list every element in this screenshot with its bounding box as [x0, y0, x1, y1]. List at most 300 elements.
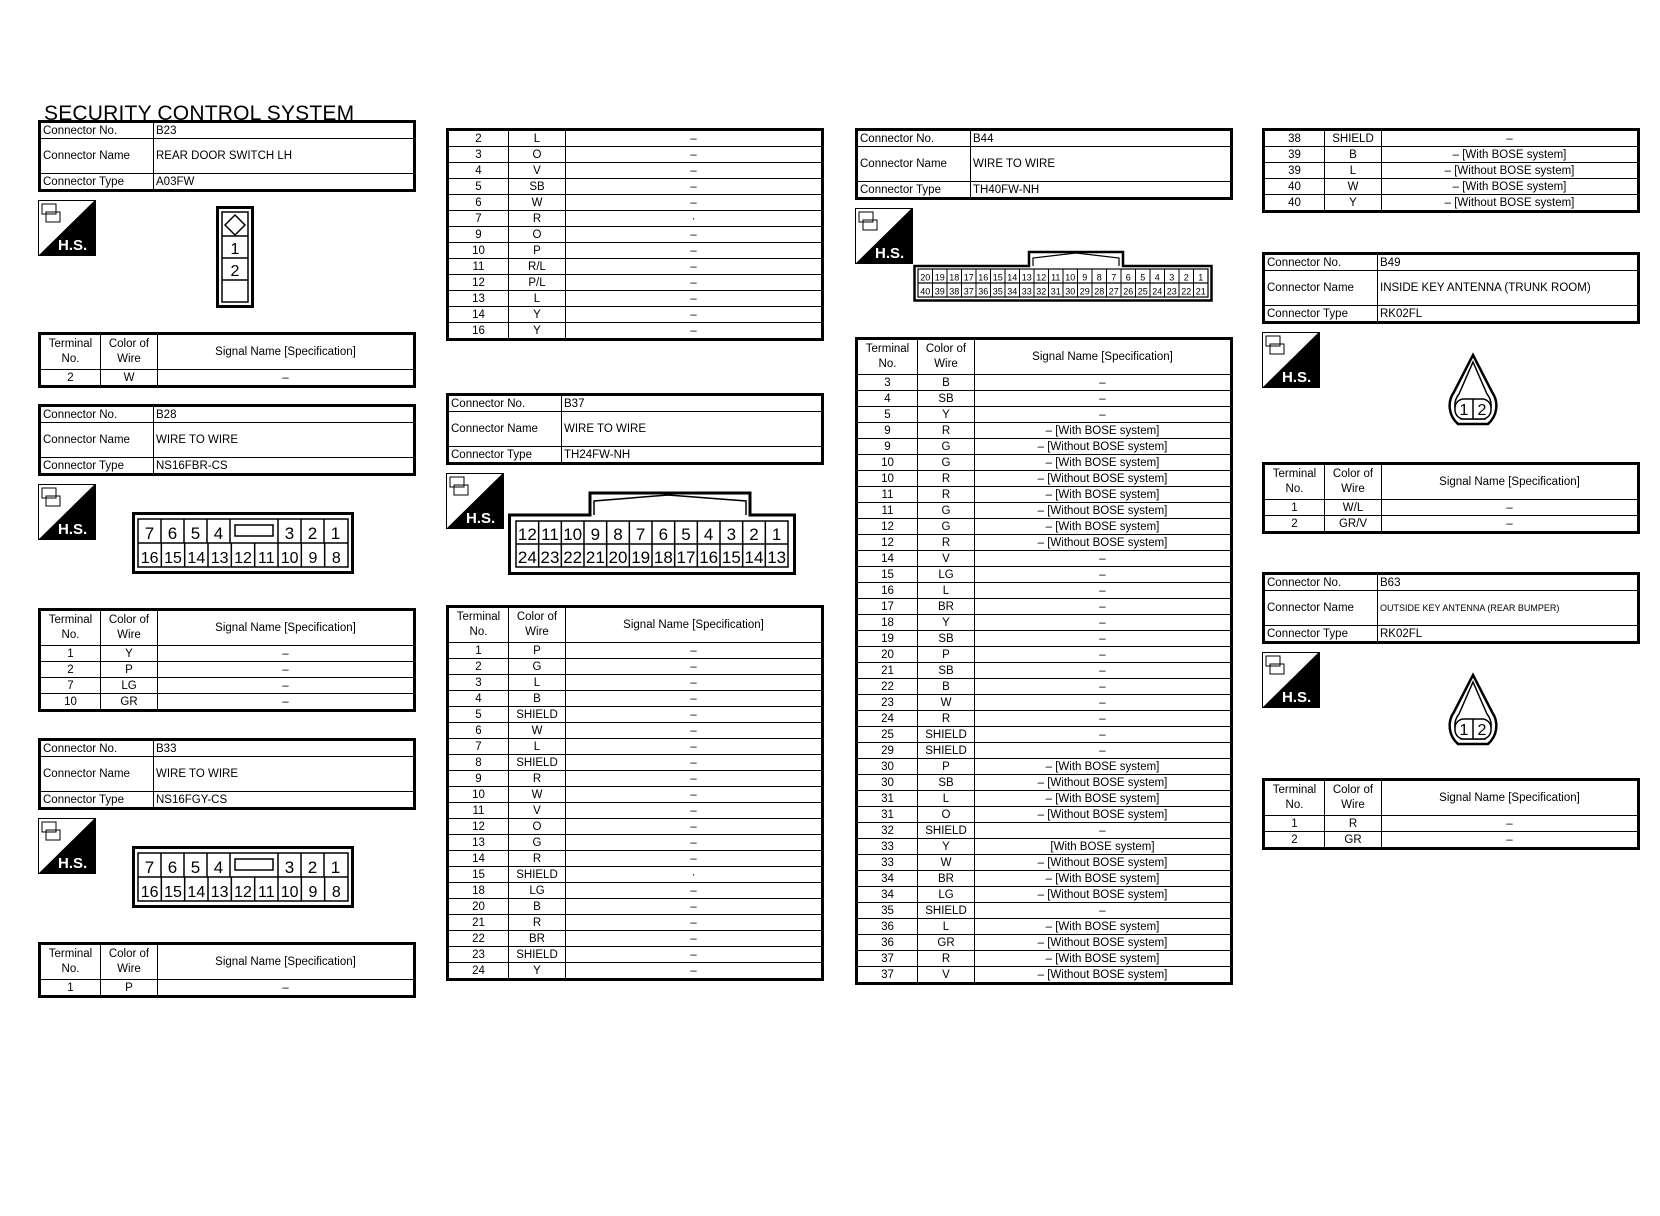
wire-color-cell: GR — [101, 694, 158, 711]
table-row — [448, 147, 823, 163]
signal-name-cell: – — [566, 931, 823, 947]
pin-label: 18 — [949, 272, 960, 283]
table-row — [448, 195, 823, 211]
pin-label: 10 — [563, 525, 583, 544]
table-row — [857, 391, 1232, 407]
signal-name-cell: – [With BOSE system] — [975, 423, 1232, 439]
wire-color-cell: R — [918, 711, 975, 727]
signal-name-cell: – [With BOSE system] — [1382, 147, 1639, 163]
pin-label: 14 — [1007, 272, 1018, 283]
table-row — [857, 535, 1232, 551]
signal-name-cell: – — [566, 291, 823, 307]
connector-face — [216, 206, 254, 308]
pin-label: 21 — [585, 548, 605, 567]
terminal-no-cell: 3 — [448, 675, 509, 691]
table-row — [448, 275, 823, 291]
pin-label: 8 — [331, 884, 341, 901]
pin-label: 15 — [721, 548, 741, 567]
connector-no-label: Connector No. — [1264, 254, 1378, 271]
wire-color-cell: V — [509, 163, 566, 179]
wire-color-cell: SHIELD — [918, 727, 975, 743]
table-row — [448, 851, 823, 867]
signal-name-cell: – [Without BOSE system] — [975, 887, 1232, 903]
table-row — [448, 723, 823, 739]
table-row — [448, 803, 823, 819]
terminal-no-header: Terminal No. — [448, 607, 509, 643]
signal-name-cell: – [Without BOSE system] — [975, 471, 1232, 487]
pin-label: 10 — [1065, 272, 1076, 283]
wire-color-cell: R — [918, 487, 975, 503]
table-row — [448, 915, 823, 931]
terminal-no-cell: 11 — [448, 803, 509, 819]
table-row — [857, 679, 1232, 695]
pin-label: 1 — [230, 241, 240, 258]
harness-side-icon — [38, 818, 96, 874]
table-row — [40, 662, 415, 678]
connector-name-label: Connector Name — [1264, 271, 1378, 306]
wire-color-cell: G — [918, 455, 975, 471]
pin-label: 6 — [1125, 272, 1131, 283]
pin-label: 16 — [978, 272, 989, 283]
pin-label: 8 — [1096, 272, 1102, 283]
wire-color-cell: P — [509, 243, 566, 259]
signal-name-cell: – — [158, 678, 415, 694]
table-row — [857, 647, 1232, 663]
wire-color-cell: O — [509, 819, 566, 835]
wire-color-cell: W — [509, 723, 566, 739]
pin-label: 24 — [1152, 286, 1163, 297]
wire-color-cell: P/L — [509, 275, 566, 291]
connector-info-table — [38, 738, 416, 810]
pin-label: 19 — [631, 548, 651, 567]
table-row — [857, 519, 1232, 535]
pin-label: 16 — [140, 884, 159, 901]
signal-name-cell: – [Without BOSE system] — [975, 775, 1232, 791]
pin-label: 11 — [258, 884, 275, 901]
pin-label: 7 — [635, 525, 646, 544]
terminal-no-cell: 25 — [857, 727, 918, 743]
signal-name-cell: – [With BOSE system] — [1382, 179, 1639, 195]
wire-color-cell: P — [918, 759, 975, 775]
wire-color-cell: SB — [918, 663, 975, 679]
pin-label: 3 — [726, 525, 737, 544]
connector-no-label: Connector No. — [40, 740, 154, 757]
terminal-no-cell: 34 — [857, 887, 918, 903]
wire-color-cell: SHIELD — [918, 743, 975, 759]
wire-color-cell: W — [101, 370, 158, 387]
pin-label: 11 — [258, 550, 275, 567]
terminal-no-cell: 10 — [448, 243, 509, 259]
wire-color-cell: L — [1325, 163, 1382, 179]
signal-name-cell: – — [566, 851, 823, 867]
connector-no-label: Connector No. — [448, 395, 562, 412]
wire-color-cell: SB — [918, 775, 975, 791]
pin-label: 22 — [563, 548, 583, 567]
svg-text:H.S.: H.S. — [1282, 689, 1312, 706]
connector-type-value: NS16FBR-CS — [154, 458, 415, 475]
color-header: Color of Wire — [101, 944, 158, 980]
pin-label: 26 — [1123, 286, 1134, 297]
pin-label: 20 — [608, 548, 628, 567]
wire-color-cell: B — [1325, 147, 1382, 163]
pin-label: 15 — [992, 272, 1003, 283]
wire-color-cell: BR — [509, 931, 566, 947]
signal-name-cell: – — [566, 787, 823, 803]
connector-name-label: Connector Name — [40, 139, 154, 174]
wire-color-cell: SHIELD — [918, 823, 975, 839]
wire-color-cell: G — [918, 519, 975, 535]
pin-label: 5 — [681, 525, 691, 544]
wire-color-cell: R — [509, 851, 566, 867]
table-row — [857, 839, 1232, 855]
pin-label: 7 — [144, 858, 155, 877]
terminal-no-cell: 30 — [857, 775, 918, 791]
pin-label: 4 — [213, 524, 224, 543]
signal-name-cell: – — [158, 980, 415, 997]
terminal-no-cell: 1 — [1264, 500, 1325, 516]
terminal-table — [38, 332, 416, 388]
terminal-no-cell: 14 — [448, 307, 509, 323]
terminal-no-header: Terminal No. — [857, 339, 918, 375]
signal-name-cell: – [With BOSE system] — [975, 759, 1232, 775]
pin-label: 35 — [992, 286, 1003, 297]
wire-color-cell: L — [918, 791, 975, 807]
terminal-no-cell: 29 — [857, 743, 918, 759]
wire-color-cell: V — [918, 967, 975, 984]
connector-type-label: Connector Type — [448, 447, 562, 464]
terminal-no-cell: 32 — [857, 823, 918, 839]
signal-name-cell: – — [566, 227, 823, 243]
pin-label: 4 — [213, 858, 224, 877]
signal-name-cell: – — [975, 679, 1232, 695]
color-header: Color of Wire — [101, 334, 158, 370]
terminal-no-cell: 12 — [448, 819, 509, 835]
connector-no-label: Connector No. — [40, 406, 154, 423]
wire-color-cell: BR — [918, 871, 975, 887]
pin-label: 14 — [187, 550, 206, 567]
wire-color-cell: L — [509, 130, 566, 147]
signal-name-cell: – — [566, 275, 823, 291]
terminal-no-cell: 11 — [448, 259, 509, 275]
signal-name-cell: – — [566, 195, 823, 211]
terminal-table — [446, 128, 824, 341]
connector-type-label: Connector Type — [40, 792, 154, 809]
svg-text:H.S.: H.S. — [1282, 369, 1312, 386]
table-row — [448, 675, 823, 691]
wire-color-cell: W — [918, 695, 975, 711]
signal-name-cell: – [Without BOSE system] — [1382, 195, 1639, 212]
pin-label: 27 — [1108, 286, 1119, 297]
table-row — [857, 503, 1232, 519]
table-row — [857, 935, 1232, 951]
signal-name-cell: – — [975, 615, 1232, 631]
signal-name-cell: – [With BOSE system] — [975, 519, 1232, 535]
terminal-no-cell: 12 — [448, 275, 509, 291]
terminal-no-cell: 20 — [857, 647, 918, 663]
wire-color-cell: B — [509, 691, 566, 707]
wire-color-cell: G — [509, 659, 566, 675]
terminal-no-cell: 15 — [857, 567, 918, 583]
terminal-no-header: Terminal No. — [1264, 780, 1325, 816]
harness-side-icon — [38, 484, 96, 540]
pin-label: 1 — [330, 858, 341, 877]
signal-name-cell: – [With BOSE system] — [975, 951, 1232, 967]
table-row — [857, 439, 1232, 455]
terminal-table — [446, 605, 824, 981]
pin-label: 12 — [517, 525, 537, 544]
terminal-table — [1262, 778, 1640, 850]
pin-label: 24 — [517, 548, 537, 567]
table-row — [448, 659, 823, 675]
signal-name-cell: – [With BOSE system] — [975, 487, 1232, 503]
table-row — [857, 743, 1232, 759]
table-row — [448, 130, 823, 147]
wire-color-cell: Y — [1325, 195, 1382, 212]
pin-label: 2 — [307, 524, 318, 543]
connector-type-label: Connector Type — [40, 174, 154, 191]
pin-label: 37 — [963, 286, 974, 297]
wire-color-cell: G — [918, 439, 975, 455]
signal-name-cell: – — [566, 723, 823, 739]
signal-name-cell: · — [566, 211, 823, 227]
signal-name-cell: – — [566, 739, 823, 755]
terminal-no-cell: 2 — [1264, 516, 1325, 533]
pin-label: 12 — [234, 550, 252, 567]
connector-name-value: OUTSIDE KEY ANTENNA (REAR BUMPER) — [1378, 591, 1639, 626]
terminal-no-cell: 10 — [857, 455, 918, 471]
signal-name-cell: – — [566, 643, 823, 659]
table-row — [40, 646, 415, 662]
table-row — [857, 375, 1232, 391]
terminal-no-cell: 12 — [857, 535, 918, 551]
wire-color-cell: LG — [509, 883, 566, 899]
pin-label: 2 — [1183, 272, 1189, 283]
table-row — [857, 791, 1232, 807]
pin-label: 8 — [613, 525, 623, 544]
connector-name-value: REAR DOOR SWITCH LH — [154, 139, 415, 174]
signal-name-cell: – — [975, 903, 1232, 919]
wire-color-cell: SB — [918, 631, 975, 647]
wire-color-cell: P — [101, 980, 158, 997]
pin-label: 2 — [1477, 722, 1487, 739]
wire-color-cell: W — [1325, 179, 1382, 195]
terminal-no-header: Terminal No. — [40, 334, 101, 370]
table-row — [448, 867, 823, 883]
pin-label: 14 — [744, 548, 764, 567]
wire-color-cell: R — [509, 915, 566, 931]
table-row — [448, 179, 823, 195]
pin-label: 21 — [1195, 286, 1206, 297]
connector-diagram — [1262, 324, 1640, 462]
pin-label: 36 — [978, 286, 989, 297]
terminal-no-cell: 9 — [857, 439, 918, 455]
connector-face — [913, 250, 1213, 302]
table-row — [857, 455, 1232, 471]
svg-text:H.S.: H.S. — [875, 245, 905, 262]
pin-label: 17 — [676, 548, 696, 567]
terminal-no-cell: 5 — [448, 179, 509, 195]
table-row — [1264, 147, 1639, 163]
terminal-no-cell: 22 — [857, 679, 918, 695]
pin-label: 4 — [1154, 272, 1160, 283]
table-row — [448, 739, 823, 755]
terminal-no-header: Terminal No. — [1264, 464, 1325, 500]
pin-label: 15 — [164, 550, 182, 567]
table-row — [857, 583, 1232, 599]
connector-diagram — [1262, 644, 1640, 778]
terminal-no-cell: 16 — [448, 323, 509, 340]
connector-info-table — [1262, 252, 1640, 324]
connector-name-value: WIRE TO WIRE — [154, 423, 415, 458]
wire-color-cell: LG — [101, 678, 158, 694]
terminal-no-cell: 7 — [448, 211, 509, 227]
table-row — [1264, 179, 1639, 195]
pin-label: 20 — [920, 272, 931, 283]
signal-name-cell: – — [566, 147, 823, 163]
connector-diagram — [38, 192, 416, 332]
table-row — [448, 163, 823, 179]
pin-label: 10 — [280, 884, 299, 901]
connector-type-value: NS16FGY-CS — [154, 792, 415, 809]
table-row — [448, 291, 823, 307]
signal-name-cell: – — [975, 391, 1232, 407]
terminal-no-cell: 13 — [448, 291, 509, 307]
connector-name-label: Connector Name — [857, 147, 971, 182]
terminal-table — [1262, 462, 1640, 534]
table-row — [448, 259, 823, 275]
terminal-no-cell: 3 — [448, 147, 509, 163]
table-row — [857, 471, 1232, 487]
signal-name-cell: – — [566, 803, 823, 819]
table-row — [1264, 816, 1639, 832]
wire-color-cell: R — [509, 771, 566, 787]
wire-color-cell: SB — [918, 391, 975, 407]
terminal-no-cell: 36 — [857, 935, 918, 951]
wire-color-cell: SHIELD — [509, 707, 566, 723]
color-header: Color of Wire — [918, 339, 975, 375]
terminal-no-cell: 37 — [857, 967, 918, 984]
terminal-no-cell: 11 — [857, 487, 918, 503]
wire-color-cell: B — [918, 679, 975, 695]
table-row — [448, 963, 823, 980]
pin-label: 6 — [167, 524, 178, 543]
terminal-no-cell: 12 — [857, 519, 918, 535]
pin-label: 7 — [1111, 272, 1117, 283]
connector-name-value: INSIDE KEY ANTENNA (TRUNK ROOM) — [1378, 271, 1639, 306]
signal-name-cell: – — [1382, 816, 1639, 832]
terminal-no-cell: 4 — [448, 691, 509, 707]
wire-color-cell: B — [509, 899, 566, 915]
pin-label: 22 — [1181, 286, 1192, 297]
terminal-no-cell: 18 — [448, 883, 509, 899]
pin-label: 2 — [307, 858, 318, 877]
terminal-no-cell: 15 — [448, 867, 509, 883]
table-row — [857, 871, 1232, 887]
terminal-no-cell: 6 — [448, 723, 509, 739]
connector-face — [132, 512, 354, 574]
table-row — [448, 931, 823, 947]
table-row — [857, 407, 1232, 423]
harness-side-icon — [1262, 652, 1320, 708]
table-row — [40, 370, 415, 387]
signal-name-cell: – — [158, 370, 415, 387]
signal-name-cell: – — [566, 179, 823, 195]
table-row — [448, 819, 823, 835]
connector-face — [132, 846, 354, 908]
wire-color-cell: G — [509, 835, 566, 851]
wire-color-cell: L — [918, 919, 975, 935]
signal-name-cell: – — [975, 407, 1232, 423]
pin-label: 14 — [187, 884, 206, 901]
terminal-no-cell: 23 — [857, 695, 918, 711]
pin-label: 2 — [230, 263, 240, 280]
table-row — [40, 980, 415, 997]
pin-label: 3 — [284, 524, 295, 543]
terminal-no-cell: 20 — [448, 899, 509, 915]
connector-name-value: WIRE TO WIRE — [971, 147, 1232, 182]
harness-side-icon — [38, 200, 96, 256]
terminal-table — [38, 942, 416, 998]
terminal-no-cell: 37 — [857, 951, 918, 967]
terminal-no-cell: 10 — [40, 694, 101, 711]
signal-name-cell: – — [566, 835, 823, 851]
connector-type-value: RK02FL — [1378, 306, 1639, 323]
terminal-no-cell: 2 — [40, 370, 101, 387]
terminal-no-cell: 8 — [448, 755, 509, 771]
table-row — [857, 807, 1232, 823]
signal-name-cell: – — [566, 915, 823, 931]
pin-label: 5 — [190, 858, 201, 877]
signal-name-cell: – [With BOSE system] — [975, 791, 1232, 807]
connector-no-label: Connector No. — [40, 122, 154, 139]
wire-color-cell: O — [509, 147, 566, 163]
terminal-no-cell: 1 — [40, 980, 101, 997]
signal-name-cell: · — [566, 867, 823, 883]
wire-color-cell: SHIELD — [918, 903, 975, 919]
connector-diagram — [38, 476, 416, 608]
terminal-no-cell: 39 — [1264, 147, 1325, 163]
connector-b44-continued — [1262, 128, 1640, 213]
connector-b23 — [38, 120, 416, 388]
wire-color-cell: L — [509, 675, 566, 691]
connector-diagram — [855, 200, 1233, 337]
terminal-no-cell: 17 — [857, 599, 918, 615]
wire-color-cell: SHIELD — [509, 947, 566, 963]
table-row — [857, 487, 1232, 503]
wire-color-cell: W — [509, 787, 566, 803]
pin-label: 15 — [164, 884, 182, 901]
wire-color-cell: Y — [509, 323, 566, 340]
key-slot — [235, 525, 273, 536]
pin-label: 1 — [330, 524, 341, 543]
terminal-table — [38, 608, 416, 712]
table-row — [448, 643, 823, 659]
terminal-no-header: Terminal No. — [40, 944, 101, 980]
connector-info-table — [446, 393, 824, 465]
wire-color-cell: GR — [1325, 832, 1382, 849]
wire-color-cell: G — [918, 503, 975, 519]
wire-color-cell: L — [918, 583, 975, 599]
table-row — [857, 423, 1232, 439]
signal-name-cell: – [Without BOSE system] — [975, 855, 1232, 871]
table-row — [857, 823, 1232, 839]
table-row — [1264, 500, 1639, 516]
signal-name-cell: – [Without BOSE system] — [975, 807, 1232, 823]
connector-info-table — [38, 404, 416, 476]
connector-name-value: WIRE TO WIRE — [562, 412, 823, 447]
connector-name-label: Connector Name — [448, 412, 562, 447]
connector-no-label: Connector No. — [857, 130, 971, 147]
